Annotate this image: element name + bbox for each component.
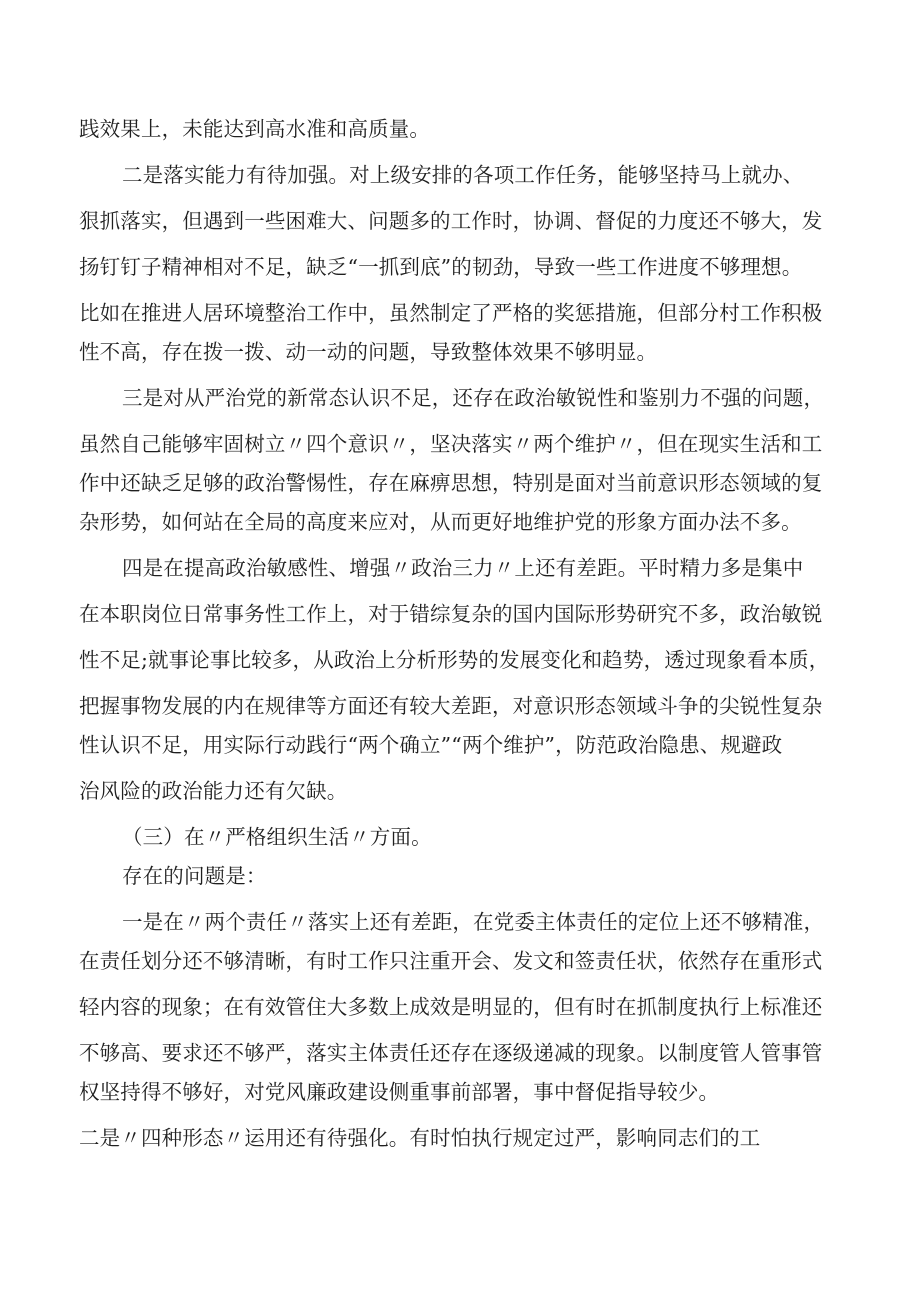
text-line: 狠抓落实，但遇到一些困难大、问题多的工作时，协调、督促的力度还不够大，发	[79, 209, 823, 233]
text-line: 三是对从严治党的新常态认识不足，还存在政治敏锐性和鉴别力不强的问题，	[122, 386, 825, 410]
text-line: 治风险的政治能力还有欠缺。	[79, 779, 348, 803]
text-line: 践效果上，未能达到高水准和高质量。	[79, 117, 431, 141]
text-line: 权坚持得不够好，对党风廉政建设侧重事前部署，事中督促指导较少。	[79, 1080, 720, 1104]
text-line: 在本职岗位日常事务性工作上，对于错综复杂的国内国际形势研究不多，政治敏锐	[79, 602, 823, 626]
text-line: 虽然自己能够牢固树立〃四个意识〃，坚决落实〃两个维护〃，但在现实生活和工	[79, 432, 823, 456]
text-line: 一是在〃两个责任〃落实上还有差距，在党委主体责任的定位上还不够精准，	[122, 910, 825, 934]
text-line: 比如在推进人居环境整治工作中，虽然制定了严格的奖惩措施，但部分村工作积极	[79, 301, 823, 325]
text-line: 把握事物发展的内在规律等方面还有较大差距，对意识形态领域斗争的尖锐性复杂	[79, 694, 823, 718]
section-heading: （三）在〃严格组织生活〃方面。	[122, 825, 432, 849]
text-line: 四是在提高政治敏感性、增强〃政治三力〃上还有差距。平时精力多是集中	[122, 556, 804, 580]
text-line: 性不足;就事论事比较多，从政治上分析形势的发展变化和趋势，透过现象看本质，	[79, 648, 830, 672]
text-line: 不够高、要求还不够严，落实主体责任还存在逐级递减的现象。以制度管人管事管	[79, 1041, 823, 1065]
text-line: 性认识不足，用实际行动践行“两个确立”“两个维护”，防范政治隐患、规避政	[79, 733, 783, 757]
text-line: 性不高，存在拨一拨、动一动的问题，导致整体效果不够明显。	[79, 340, 658, 364]
text-line: 在责任划分还不够清晰，有时工作只注重开会、发文和签责任状，依然存在重形式	[79, 949, 823, 973]
text-line: 杂形势，如何站在全局的高度来应对，从而更好地维护党的形象方面办法不多。	[79, 510, 802, 534]
text-line: 轻内容的现象；在有效管住大多数上成效是明显的，但有时在抓制度执行上标准还	[79, 995, 823, 1019]
text-line: 作中还缺乏足够的政治警惕性，存在麻痹思想，特别是面对当前意识形态领域的复	[79, 471, 823, 495]
text-line: 扬钉钉子精神相对不足，缺乏“一抓到底”的韧劲，导致一些工作进度不够理想。	[79, 255, 803, 279]
text-line: 二是落实能力有待加强。对上级安排的各项工作任务，能够坚持马上就办、	[122, 163, 804, 187]
text-line: 二是〃四种形态〃运用还有待强化。有时怕执行规定过严，影响同志们的工	[79, 1126, 761, 1150]
text-line: 存在的问题是：	[122, 864, 267, 888]
